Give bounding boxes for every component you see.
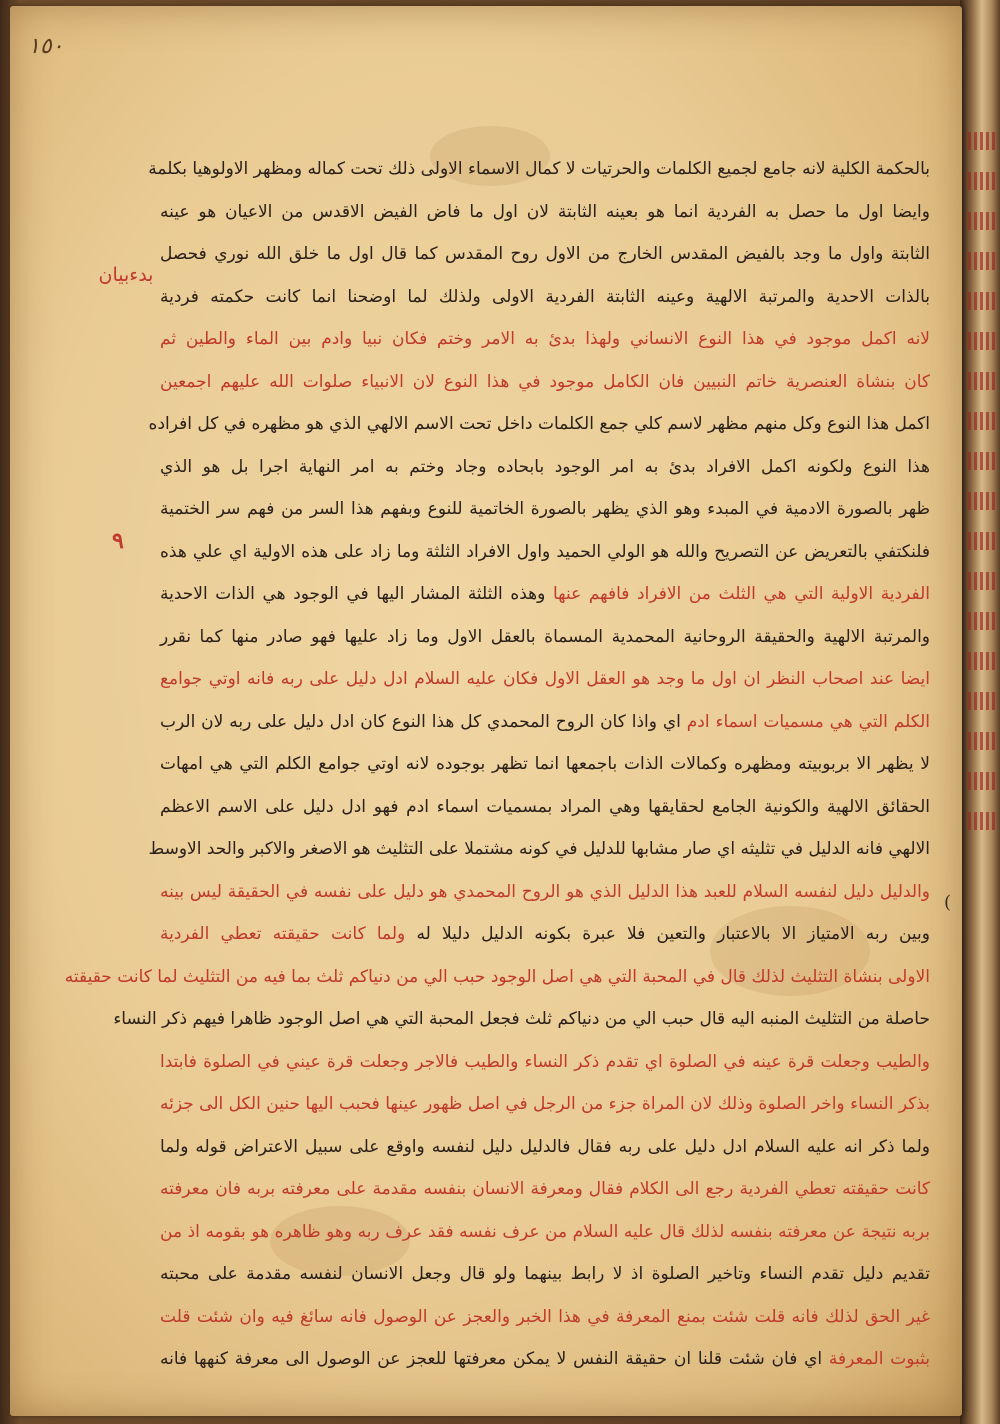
manuscript-line: الثابتة واول ما وجد بالفيض المقدس الخارج من الاول روح المقدس كما قال اول ما خلق الله نوري فحصل xyxy=(160,244,930,264)
manuscript-line: والطيب وجعلت قرة عينه في الصلوة اي تقدم ذكر النساء والطيب فالاجر وجعلت قرة عيني في الصلوة فابتدا xyxy=(160,1051,930,1072)
manuscript-line: الحقائق الالهية والكونية الجامع لحقايقها وهي المراد بمسميات اسماء ادم فهو ادل دليل على الاسم الاعظم xyxy=(160,796,930,817)
manuscript-line: حاصلة من التثليث المنبه اليه قال حبب الي من دنياكم ثلث فجعل المحبة التي هي اصل الوجود ظاهرا فيهم ذكر النساء xyxy=(113,1009,930,1029)
folio-number: ١٥٠ xyxy=(28,34,64,59)
next-page-edge-marks xyxy=(968,110,996,1260)
rubricated-phrase: الفردية الاولية التي هي الثلث من الافراد فافهم عنها xyxy=(552,584,930,604)
margin-paragraph-mark: ٩ xyxy=(112,528,124,554)
book-fore-edge xyxy=(960,0,1000,1424)
manuscript-line: تقديم دليل تقدم النساء وتاخير الصلوة اذ لا رابط بينهما ولو قال وجعل الانسان لنفسه مقدمة على محبته xyxy=(160,1264,930,1284)
manuscript-line: ايضا عند اصحاب النظر ان اول ما وجد هو العقل الاول فكان عليه السلام ادل دليل على ربه فانه اوتي جوامع xyxy=(160,669,930,689)
manuscript-line: وبين ربه الامتياز الا بالاعتبار والتعين فلا عبرة بكونه الدليل دليلا له ولما كانت حقيقته تعطي الفردية xyxy=(160,924,931,944)
manuscript-line: كانت حقيقته تعطي الفردية رجع الى الكلام فقال ومعرفة الانسان بنفسه مقدمة على معرفته بربه فان معرفته xyxy=(160,1179,930,1199)
manuscript-line: اكمل هذا النوع وكل منهم مظهر لاسم كلي جمع الكلمات داخل تحت الاسم الالهي الذي هو مظهره في كل افراده xyxy=(148,414,930,434)
manuscript-line: الاولى بنشاة التثليث لذلك قال في المحبة التي هي اصل الوجود حبب الي من دنياكم ثلث بما فيه من التثليث لما كانت حقيقته xyxy=(64,966,930,987)
manuscript-line: وايضا اول ما حصل به الفردية انما هو بعينه الثابتة لان اول ما فاض الفيض الاقدس من الاعيان هو عينه xyxy=(160,201,930,222)
manuscript-line: لانه اكمل موجود في هذا النوع الانساني ولهذا بدئ به الامر وختم فكان نبيا وادم بين الماء والطين ثم xyxy=(160,329,930,349)
black-phrase: اي واذا كان الروح المحمدي كل هذا النوع كان ادل دليل على ربه لان الرب xyxy=(160,711,681,732)
rubricated-phrase: بثبوت المعرفة xyxy=(828,1349,930,1369)
manuscript-line: كان بنشاة العنصرية خاتم النبيين فان الكامل موجود في هذا النوع لان الانبياء صلوات الله عليهم اجمعين xyxy=(160,371,930,392)
manuscript-line: والدليل دليل لنفسه السلام للعبد هذا الدليل الذي هو الروح المحمدي هو دليل على نفسه في الحقيقة ليس بينه xyxy=(160,881,930,902)
manuscript-line: هذا النوع ولكونه اكمل الافراد بدئ به امر الوجود بابحاده وجاد وختم به امر النهاية اجرا بل هو الذي xyxy=(160,456,930,477)
manuscript-line: بالحكمة الكلية لانه جامع لجميع الكلمات والحرتيات لا كمال الاسماء الاولى ذلك تحت كماله ومظهر الاولوهيا بكلمة xyxy=(148,159,930,179)
margin-tick-mark: ( xyxy=(944,892,952,913)
manuscript-line: بالذات الاحدية والمرتبة الالهية وعينه الثابتة الفردية الاولى ولذلك لما اوضحنا انما كانت حكمته فردية xyxy=(160,286,930,307)
manuscript-line: والمرتبة الالهية والحقيقة الروحانية المحمدية المسماة بالعقل الاول وما زاد عليها فهو صادر منها كما نقرر xyxy=(160,626,930,647)
manuscript-line: الفردية الاولية التي هي الثلث من الافراد فافهم عنها وهذه الثلثة المشار اليها في الوجود هي الذات الاحدية xyxy=(160,584,930,604)
manuscript-line: الالهي فانه الدليل في تثليثه اي صار مشابها للدليل في كونه مشتملا على التثليث هو الاصغر والاكبر والحد الاوسط xyxy=(148,839,930,859)
manuscript-line: بثبوت المعرفة اي فان شئت قلنا ان حقيقة النفس لا يمكن معرفتها للعجز عن الوصول الى معرفة كنهها فانه xyxy=(160,1349,930,1369)
rubricated-phrase: ولما كانت حقيقته تعطي الفردية xyxy=(160,924,406,944)
manuscript-line: الكلم التي هي مسميات اسماء ادم اي واذا كان الروح المحمدي كل هذا النوع كان ادل دليل على ربه لان الرب xyxy=(160,711,930,732)
manuscript-line: ولما ذكر انه عليه السلام ادل دليل على ربه فقال فالدليل دليل لنفسه واوقع على سبيل الاعتراض قوله ولما xyxy=(160,1136,930,1157)
manuscript-line: بربه نتيجة عن معرفته بنفسه لذلك قال عليه السلام من عرف نفسه فقد عرف ربه وهو ظاهره هو بقومه اذ من xyxy=(160,1221,930,1242)
manuscript-line: فلنكتفي بالتعريض عن التصريح والله هو الولي الحميد واول الافراد الثلثة وما زاد على هذه الاولية اي علي هذه xyxy=(160,541,930,562)
manuscript-line: ظهر بالصورة الادمية في المبدء وهو الذي يظهر بالصورة الخاتمية للنوع وبفهم هذا السر من فهم سر الختمية xyxy=(160,499,930,519)
manuscript-line: بذكر النساء واخر الصلوة وذلك لان المراة جزء من الرجل في اصل ظهور عينها فحبب اليها حنين الكل الى جزئه xyxy=(160,1094,930,1114)
manuscript-line: لا يظهر الا بربوبيته ومظهره وكمالات الذات باجمعها انما تظهر بوجوده لانه اوتي جوامع الكلم التي هي امهات xyxy=(160,754,930,774)
manuscript-line: غير الحق لذلك فانه قلت شئت بمنع المعرفة في هذا الخبر والعجز عن الوصول فانه سائغ فيه وان شئت قلت xyxy=(160,1306,930,1327)
margin-rubric-note: بدءبيان xyxy=(98,264,154,286)
